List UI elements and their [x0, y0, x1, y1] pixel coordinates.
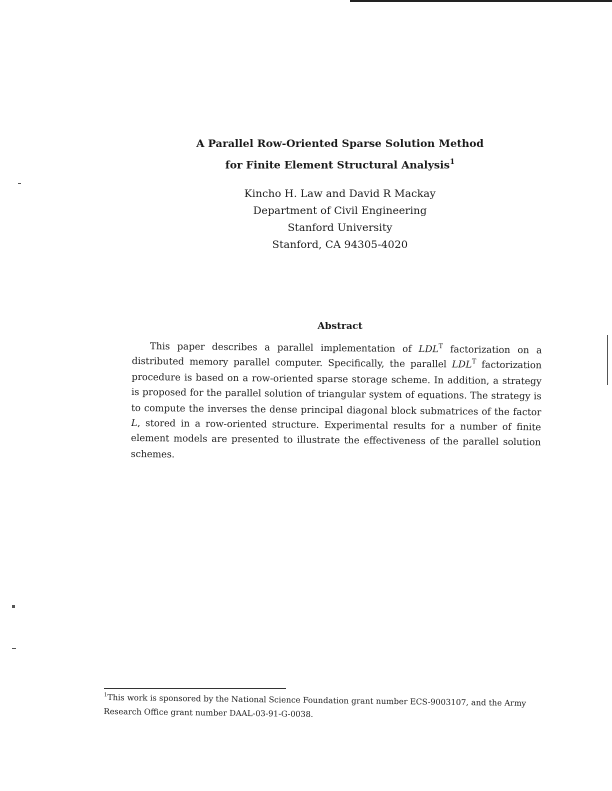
footnote-mark: 1 — [103, 692, 108, 699]
abstract-body — [131, 339, 542, 467]
scan-artifact-right-edge — [607, 335, 608, 385]
ldl-symbol: LDL — [418, 344, 439, 356]
paper-title — [150, 136, 530, 175]
author-names: Kincho H. Law and David R Mackay — [244, 188, 436, 200]
author-address: Stanford, CA 94305-4020 — [272, 239, 408, 251]
abstract-paragraph — [131, 339, 542, 467]
factor-symbol: L — [131, 418, 138, 430]
footnote — [104, 691, 560, 725]
author-department: Department of Civil Engineering — [253, 205, 427, 217]
scan-artifact-top-line — [350, 0, 612, 2]
ldl-symbol: LDL — [451, 359, 472, 371]
author-institution: Stanford University — [287, 222, 393, 234]
scan-artifact-dot — [12, 605, 15, 608]
abstract-heading: Abstract — [317, 321, 363, 332]
title-footnote-ref: 1 — [449, 157, 455, 166]
transpose-superscript: T — [438, 342, 444, 351]
footnote-text: This work is sponsored by the National Science Foundation grant number ECS-9003107, and the Army Research Office grant number DAAL-03-91-G-0038. — [103, 693, 527, 719]
title-line-2-text: for Finite Element Structural Analysis — [225, 159, 450, 172]
title-line-1: A Parallel Row-Oriented Sparse Solution Method — [196, 138, 484, 150]
abstract-text-1: This paper describes a parallel implementation of — [149, 341, 419, 356]
author-block — [190, 186, 490, 254]
transpose-superscript: T — [471, 357, 477, 366]
abstract-text-2: factorization on a distributed memory parallel computer. Specifically, the parallel — [131, 344, 542, 371]
scan-artifact-dash — [18, 183, 21, 184]
title-line-2 — [150, 153, 530, 175]
abstract-text-4: , stored in a row-oriented structure. Experimental results for a number of finite element models are presented to illustrate the effectiveness of the parallel solution schemes. — [130, 418, 542, 461]
abstract-text-3: factorization procedure is based on a row-oriented sparse storage scheme. In addition, a strategy is proposed for the parallel solution of triangular system of equations. The strategy is to compute the inverses the dense principal diagonal block submatrices of the factor — [131, 360, 542, 418]
scan-artifact-dash — [12, 648, 16, 649]
footnote-rule — [104, 688, 286, 689]
